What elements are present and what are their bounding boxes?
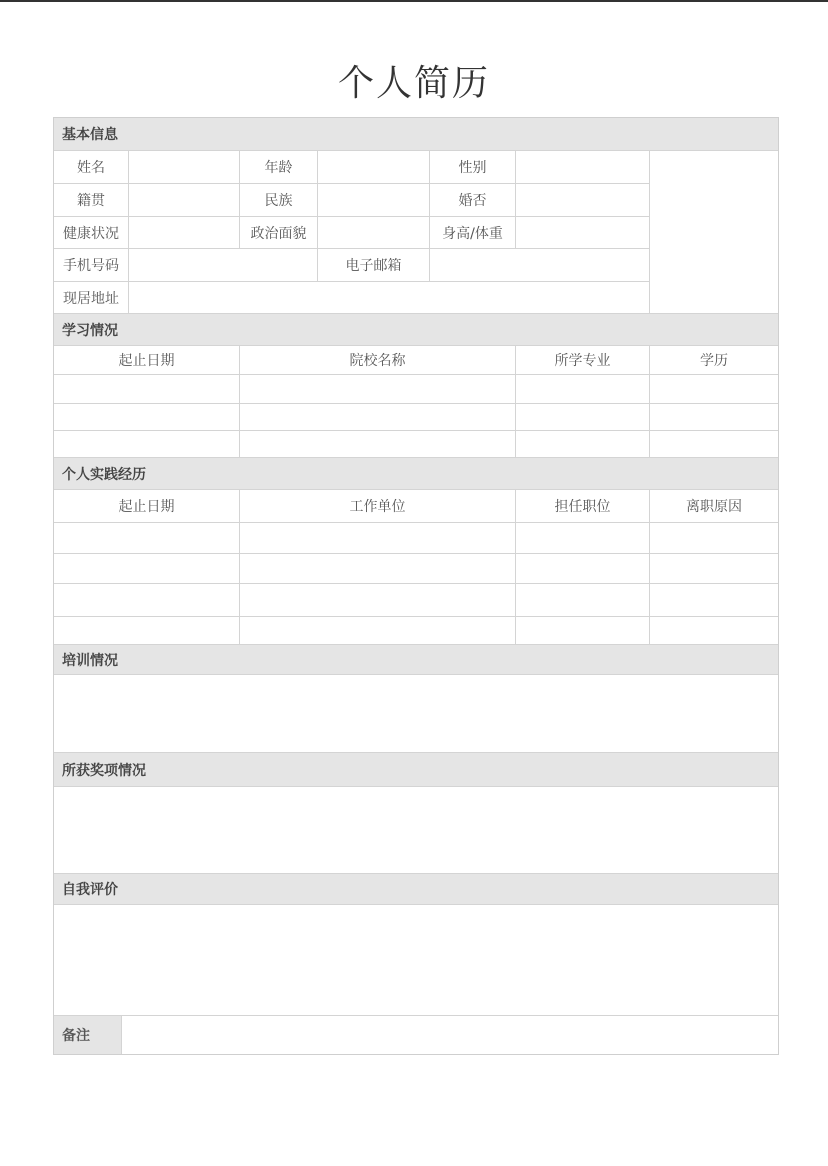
practice-header-position: 担任职位: [516, 490, 650, 523]
label-political: 政治面貌: [240, 217, 318, 249]
practice-cell[interactable]: [240, 617, 516, 645]
study-cell[interactable]: [240, 431, 516, 458]
section-basic-info: 基本信息: [54, 118, 778, 151]
study-cell[interactable]: [516, 404, 650, 431]
practice-cell[interactable]: [240, 584, 516, 617]
label-phone: 手机号码: [54, 249, 129, 282]
practice-cell[interactable]: [650, 617, 778, 645]
input-ethnicity[interactable]: [318, 184, 430, 217]
label-native-place: 籍贯: [54, 184, 129, 217]
study-cell[interactable]: [54, 404, 240, 431]
practice-header-reason: 离职原因: [650, 490, 778, 523]
study-cell[interactable]: [650, 404, 778, 431]
section-awards: 所获奖项情况: [54, 753, 778, 787]
practice-cell[interactable]: [516, 617, 650, 645]
label-height-weight: 身高/体重: [430, 217, 516, 249]
study-header-school: 院校名称: [240, 346, 516, 375]
study-cell[interactable]: [516, 431, 650, 458]
input-political[interactable]: [318, 217, 430, 249]
label-age: 年龄: [240, 151, 318, 184]
input-email[interactable]: [430, 249, 650, 282]
label-email: 电子邮箱: [318, 249, 430, 282]
input-age[interactable]: [318, 151, 430, 184]
training-textarea[interactable]: [54, 675, 778, 753]
study-header-dates: 起止日期: [54, 346, 240, 375]
practice-cell[interactable]: [240, 523, 516, 554]
remarks-label: 备注: [54, 1016, 122, 1054]
label-ethnicity: 民族: [240, 184, 318, 217]
study-header-degree: 学历: [650, 346, 778, 375]
remarks-input[interactable]: [122, 1016, 778, 1054]
section-study: 学习情况: [54, 314, 778, 346]
input-gender[interactable]: [516, 151, 650, 184]
study-cell[interactable]: [516, 375, 650, 404]
study-cell[interactable]: [240, 375, 516, 404]
study-cell[interactable]: [54, 431, 240, 458]
section-self-evaluation: 自我评价: [54, 874, 778, 905]
input-health[interactable]: [129, 217, 240, 249]
practice-cell[interactable]: [54, 584, 240, 617]
page-title: 个人简历: [337, 63, 490, 104]
self-evaluation-textarea[interactable]: [54, 905, 778, 1016]
label-marital: 婚否: [430, 184, 516, 217]
study-cell[interactable]: [650, 431, 778, 458]
awards-textarea[interactable]: [54, 787, 778, 874]
label-name: 姓名: [54, 151, 129, 184]
resume-form: [53, 117, 779, 1055]
section-training: 培训情况: [54, 645, 778, 675]
study-cell[interactable]: [240, 404, 516, 431]
label-gender: 性别: [430, 151, 516, 184]
practice-header-employer: 工作单位: [240, 490, 516, 523]
label-address: 现居地址: [54, 282, 129, 314]
section-practice: 个人实践经历: [54, 458, 778, 490]
top-rule: [0, 0, 828, 2]
input-height-weight[interactable]: [516, 217, 650, 249]
practice-header-dates: 起止日期: [54, 490, 240, 523]
practice-cell[interactable]: [650, 584, 778, 617]
practice-cell[interactable]: [54, 617, 240, 645]
study-cell[interactable]: [650, 375, 778, 404]
practice-cell[interactable]: [54, 523, 240, 554]
practice-cell[interactable]: [240, 554, 516, 584]
practice-cell[interactable]: [650, 554, 778, 584]
input-native-place[interactable]: [129, 184, 240, 217]
input-name[interactable]: [129, 151, 240, 184]
input-address[interactable]: [129, 282, 650, 314]
practice-cell[interactable]: [516, 554, 650, 584]
label-health: 健康状况: [54, 217, 129, 249]
photo-box[interactable]: [650, 151, 778, 314]
practice-cell[interactable]: [54, 554, 240, 584]
study-cell[interactable]: [54, 375, 240, 404]
practice-cell[interactable]: [516, 584, 650, 617]
input-marital[interactable]: [516, 184, 650, 217]
practice-cell[interactable]: [650, 523, 778, 554]
practice-cell[interactable]: [516, 523, 650, 554]
study-header-major: 所学专业: [516, 346, 650, 375]
input-phone[interactable]: [129, 249, 318, 282]
